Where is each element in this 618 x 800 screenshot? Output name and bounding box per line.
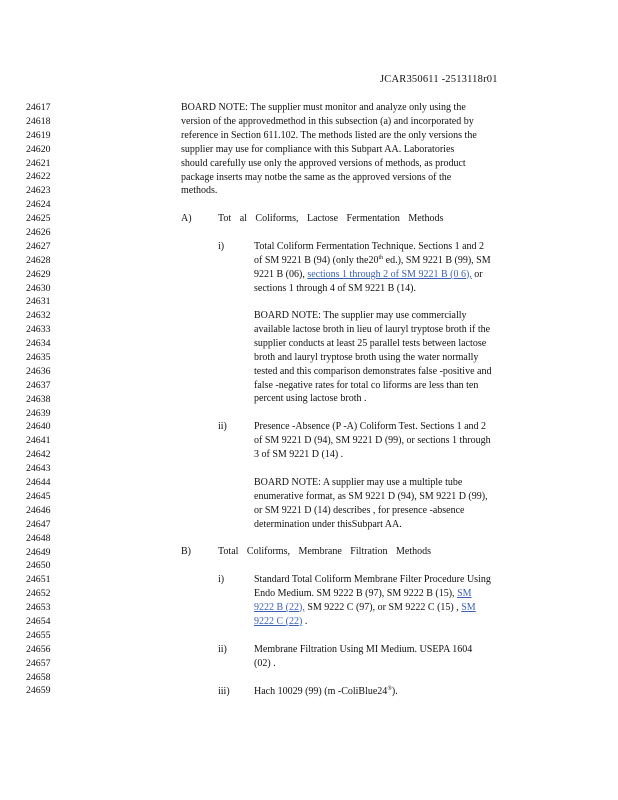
line-number: 24652 — [26, 588, 51, 600]
line-number: 24634 — [26, 338, 51, 350]
text-line: false -negative rates for total co liforms are less than ten — [254, 379, 479, 391]
line-number: 24653 — [26, 602, 51, 614]
line-number: 24651 — [26, 574, 51, 586]
line-number: 24626 — [26, 227, 51, 239]
inserted-text: SM — [461, 601, 476, 613]
line-number: 24639 — [26, 407, 51, 419]
text-line: BOARD NOTE: A supplier may use a multiple tube — [254, 477, 463, 488]
section-a-item-i-text — [254, 240, 491, 296]
text-line: 3 of SM 9221 D (14) . — [254, 448, 344, 460]
inserted-text: sections 1 through 2 of SM 9221 B (0 6), — [307, 268, 472, 280]
section-a-item-ii-text — [254, 420, 491, 462]
line-number: 24640 — [26, 421, 51, 433]
line-number: 24650 — [26, 560, 51, 572]
line-number: 24648 — [26, 532, 51, 544]
line-number: 24618 — [26, 115, 51, 127]
text-line: version of the approvedmethod in this subsection (a) and incorporated by — [181, 115, 474, 127]
text-line: package inserts may notbe the same as the approved versions of the — [181, 171, 452, 183]
line-number: 24617 — [26, 102, 51, 113]
board-note-lactose-broth — [254, 309, 491, 406]
text-line: supplier may use for compliance with this Subpart AA. Laboratories — [181, 143, 455, 155]
section-b-item-ii-marker: ii) — [218, 644, 227, 655]
section-a-item-ii-marker: ii) — [218, 421, 227, 432]
board-note-methods — [181, 101, 477, 198]
board-note-multiple-tube — [254, 476, 488, 532]
line-number: 24633 — [26, 324, 51, 336]
text-line: (02) . — [254, 657, 276, 669]
text-line: broth and lauryl tryptose broth using the water normally — [254, 351, 479, 363]
line-number: 24654 — [26, 615, 51, 627]
section-b-item-ii-text — [254, 643, 472, 671]
text-line: BOARD NOTE: The supplier may use commercially — [254, 310, 467, 321]
line-number: 24657 — [26, 657, 51, 669]
text-line: tested and this comparison demonstrates false -positive and — [254, 365, 492, 377]
text-line: 9222 C (22) . — [254, 615, 308, 627]
text-line: sections 1 through 4 of SM 9221 B (14). — [254, 282, 416, 294]
line-number: 24638 — [26, 393, 51, 405]
text-line: Membrane Filtration Using MI Medium. USEPA 1604 — [254, 644, 473, 655]
line-number: 24620 — [26, 143, 51, 155]
line-number: 24637 — [26, 379, 51, 391]
text-line: enumerative format, as SM 9221 D (94), SM 9221 D (99), — [254, 490, 488, 502]
section-b-item-i-marker: i) — [218, 574, 225, 585]
text-line: available lactose broth in lieu of lauryl tryptose broth if the — [254, 323, 491, 335]
section-a-marker: A) — [181, 213, 192, 224]
line-number: 24646 — [26, 504, 51, 516]
section-b-item-iii-marker: iii) — [218, 686, 230, 697]
text-line: reference in Section 611.102. The methods listed are the only versions the — [181, 129, 477, 141]
line-number: 24624 — [26, 199, 51, 211]
section-a-title: Tot al Coliforms, Lactose Fermentation Methods — [218, 213, 444, 224]
line-number: 24631 — [26, 296, 51, 308]
line-number: 24659 — [26, 685, 51, 697]
text-line: percent using lactose broth . — [254, 393, 367, 405]
line-number: 24647 — [26, 518, 51, 530]
text-line: should carefully use only the approved versions of methods, as product — [181, 157, 466, 169]
section-b-item-i-text — [254, 573, 491, 629]
line-number: 24632 — [26, 310, 51, 322]
text-line: determination under thisSubpart AA. — [254, 518, 402, 530]
line-number: 24621 — [26, 157, 51, 169]
line-number: 24629 — [26, 268, 51, 280]
document-id-header: JCAR350611 -2513118r01 — [380, 74, 498, 85]
text-line: Presence -Absence (P -A) Coliform Test. Sections 1 and 2 — [254, 421, 487, 432]
section-a-item-i-marker: i) — [218, 241, 225, 252]
line-number: 24649 — [26, 546, 51, 558]
inserted-text: SM — [457, 587, 472, 599]
text-line: 9222 B (22), SM 9222 C (97), or SM 9222 C (15) , SM — [254, 601, 476, 613]
text-line: methods. — [181, 185, 218, 197]
line-number: 24644 — [26, 477, 51, 489]
line-number: 24622 — [26, 171, 51, 183]
text-line: Hach 10029 (99) (m -ColiBlue24®). — [254, 686, 398, 697]
line-number: 24636 — [26, 365, 51, 377]
text-line: Standard Total Coliform Membrane Filter Procedure Using — [254, 574, 491, 585]
line-number: 24641 — [26, 435, 51, 447]
text-line: Endo Medium. SM 9222 B (97), SM 9222 B (15), SM — [254, 587, 472, 599]
line-number: 24628 — [26, 254, 51, 266]
line-number: 24635 — [26, 352, 51, 364]
line-number: 24643 — [26, 463, 51, 475]
line-number: 24625 — [26, 213, 51, 225]
line-number: 24630 — [26, 282, 51, 294]
line-number: 24656 — [26, 643, 51, 655]
text-line: 9221 B (06), sections 1 through 2 of SM 9221 B (0 6), or — [254, 268, 483, 280]
text-line: Total Coliform Fermentation Technique. Sections 1 and 2 — [254, 241, 485, 252]
section-b-marker: B) — [181, 546, 191, 557]
section-b-title: Total Coliforms, Membrane Filtration Methods — [218, 546, 431, 557]
line-number: 24619 — [26, 129, 51, 141]
line-number: 24658 — [26, 671, 51, 683]
text-line: BOARD NOTE: The supplier must monitor and analyze only using the — [181, 102, 466, 113]
line-number: 24642 — [26, 449, 51, 461]
text-line: supplier conducts at least 25 parallel tests between lactose — [254, 337, 487, 349]
line-number: 24645 — [26, 490, 51, 502]
text-line: of SM 9221 D (94), SM 9221 D (99), or sections 1 through — [254, 434, 491, 446]
inserted-text: 9222 C (22) — [254, 615, 303, 627]
line-number-column — [26, 101, 51, 698]
line-number: 24627 — [26, 240, 51, 252]
text-line: of SM 9221 B (94) (only the20th ed.), SM 9221 B (99), SM — [254, 254, 491, 266]
section-b-item-iii-text — [254, 685, 398, 699]
line-number: 24655 — [26, 629, 51, 641]
line-number: 24623 — [26, 185, 51, 197]
text-line: or SM 9221 D (14) describes , for presence -absence — [254, 504, 465, 516]
inserted-text: 9222 B (22), — [254, 601, 305, 613]
